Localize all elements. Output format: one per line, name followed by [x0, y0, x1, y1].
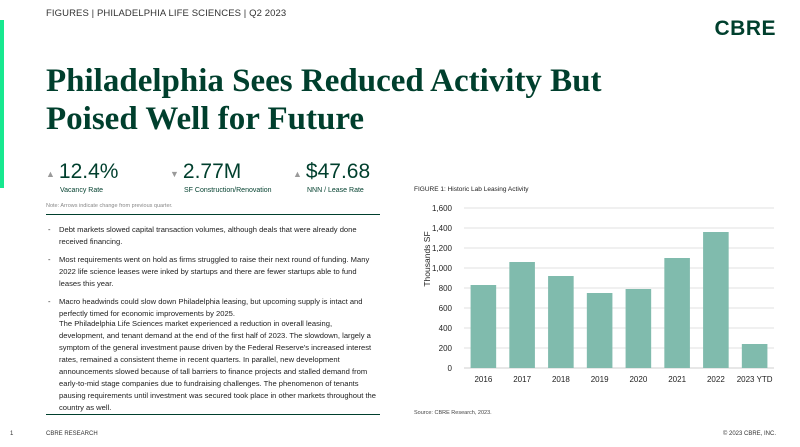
- bar-2017: [509, 262, 535, 368]
- bullet-item: - Most requirements went on hold as firms struggled to raise their next round of funding. Many 2022 life science leases were inked by startups and there are fewer startups able to fund leases this year.: [48, 254, 378, 290]
- body-paragraph: The Philadelphia Life Sciences market experienced a reduction in overall leasing, development, and tenant demand at the end of the first half of 2023. The slowdown, largely a symptom of the general investment pause driven by the Federal Reserve's increased interest rates, remained a consistent theme in recent quarters. In parallel, new development announcements slowed because of tall barriers to finance projects and stalled demand from early-to-mid stage companies due to fundraising challenges. The phenomenon of tenants pausing requirements until investment was secured took place in other markets throughout the country as well.: [59, 319, 377, 412]
- divider-bottom: [46, 414, 380, 415]
- arrow-down-icon: ▼: [170, 169, 179, 179]
- x-tick-labels: [474, 375, 772, 384]
- page-title-line-2: Poised Well for Future: [46, 101, 365, 137]
- x-tick-label: 2020: [629, 375, 648, 384]
- y-tick-label: 600: [438, 304, 452, 313]
- bar-2023-ytd: [742, 344, 768, 368]
- breadcrumb: FIGURES | PHILADELPHIA LIFE SCIENCES | Q2 2023: [46, 8, 287, 19]
- kpi-vacancy-rate: [46, 160, 118, 194]
- y-tick-label: 200: [438, 344, 452, 353]
- y-tick-label: 1,400: [431, 224, 452, 233]
- accent-bar: [0, 20, 4, 188]
- kpi-lease-rate: [293, 160, 370, 194]
- y-tick-label: 1,200: [431, 244, 452, 253]
- page-title: [46, 62, 646, 138]
- x-tick-label: 2023 YTD: [736, 375, 773, 384]
- lab-leasing-bar-chart: [414, 196, 784, 396]
- y-tick-label: 1,000: [431, 264, 452, 273]
- bar-2022: [703, 232, 729, 368]
- arrow-note: Note: Arrows indicate change from previous quarter.: [46, 203, 173, 209]
- copyright: © 2023 CBRE, INC.: [722, 431, 776, 437]
- kpi-value: $47.68: [305, 160, 371, 183]
- page-number: 1: [10, 431, 14, 437]
- y-axis-label: Thousands SF: [422, 231, 432, 287]
- kpi-sf-construction: [170, 160, 272, 194]
- arrow-up-icon: ▲: [46, 169, 55, 179]
- x-tick-label: 2021: [668, 375, 687, 384]
- kpi-value: 12.4%: [58, 160, 119, 183]
- chart-title: FIGURE 1: Historic Lab Leasing Activity: [414, 186, 529, 193]
- bullet-item: - Macro headwinds could slow down Philadelphia leasing, but upcoming supply is intact and perfectly timed for economic improvements by 2025.: [48, 296, 378, 320]
- bar-2016: [471, 285, 497, 368]
- bar-2020: [626, 289, 652, 368]
- bullet-list: [48, 224, 378, 326]
- kpi-label: SF Construction/Renovation: [184, 187, 272, 194]
- x-tick-label: 2022: [706, 375, 725, 384]
- bar-2019: [587, 293, 613, 368]
- kpi-label: NNN / Lease Rate: [307, 187, 364, 194]
- y-tick-label: 800: [438, 284, 452, 293]
- cbre-logo: CBRE: [714, 17, 776, 40]
- x-tick-label: 2018: [551, 375, 570, 384]
- bar-2021: [664, 258, 690, 368]
- y-tick-labels: [432, 204, 453, 373]
- divider-top: [46, 214, 380, 215]
- y-tick-label: 1,600: [431, 204, 452, 213]
- page-title-line-1: Philadelphia Sees Reduced Activity But: [46, 63, 602, 99]
- kpi-value: 2.77M: [182, 160, 242, 183]
- kpi-label: Vacancy Rate: [60, 187, 104, 194]
- bullet-item: - Debt markets slowed capital transaction volumes, although deals that were already done received financing.: [48, 224, 378, 248]
- y-tick-label: 400: [438, 324, 452, 333]
- arrow-up-icon: ▲: [293, 169, 302, 179]
- chart-source: Source: CBRE Research, 2023.: [414, 410, 492, 416]
- bar-2018: [548, 276, 574, 368]
- x-tick-label: 2016: [474, 375, 493, 384]
- x-tick-label: 2017: [513, 375, 532, 384]
- footer-label: CBRE RESEARCH: [46, 431, 98, 437]
- y-tick-label: 0: [447, 364, 452, 373]
- x-tick-label: 2019: [590, 375, 609, 384]
